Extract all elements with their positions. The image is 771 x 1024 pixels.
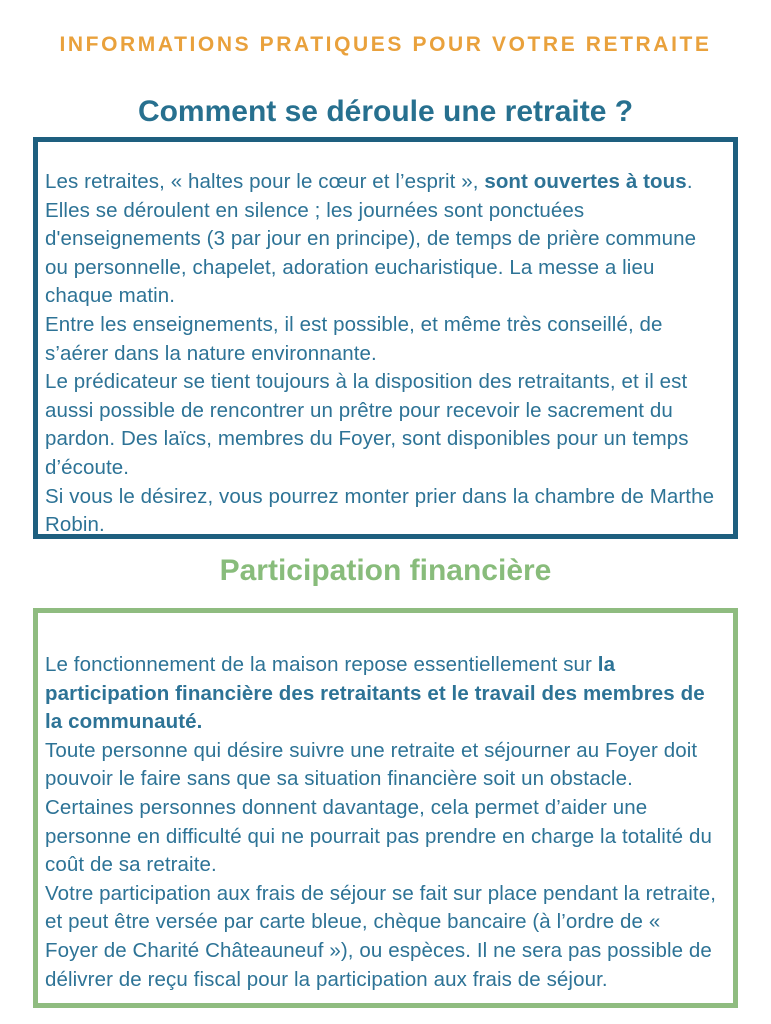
text-run: Certaines personnes donnent davantage, cela permet d’aider une personne en difficulté qui ne pourrait pas prendre en charge la totalité du coût de sa retraite. [45,795,712,877]
paragraph [45,880,717,994]
text-run-bold: sont ouvertes à tous [484,170,687,193]
section-heading-participation: Participation financière [219,554,552,587]
paragraph [45,368,717,482]
paragraph [45,737,717,794]
page-title: INFORMATIONS PRATIQUES POUR VOTRE RETRAITE [59,33,712,56]
paragraph [45,197,717,311]
text-run: Toute personne qui désire suivre une retraite et séjourner au Foyer doit pouvoir le faire sans que sa situation financière soit un obstacle. [45,738,698,791]
paragraph [45,483,717,540]
content-box-participation [33,608,738,1008]
text-run: Les retraites, « haltes pour le cœur et l’esprit », [45,170,485,193]
text-run: Si vous le désirez, vous pourrez monter prier dans la chambre de Marthe Robin. [45,484,715,537]
paragraph [45,794,717,880]
text-run: Le prédicateur se tient toujours à la disposition des retraitants, et il est aussi possible de rencontrer un prêtre pour recevoir le sacrement du pardon. Des laïcs, membres du Foyer, sont disponibles pour un temps d’écoute. [45,370,689,479]
text-run: Entre les enseignements, il est possible, et même très conseillé, de s’aérer dans la nature environnante. [45,312,663,365]
text-run: . [686,170,693,193]
text-run-bold: la participation financière des retraitants et le travail des membres de la communauté. [45,653,705,734]
paragraph [45,168,717,197]
text-run: Elles se déroulent en silence ; les journées sont ponctuées d'enseignements (3 par jour en principe), de temps de prière commune ou personnelle, chapelet, adoration eucharistique. La messe a lieu chaque matin. [45,198,697,308]
paragraph [45,651,717,737]
section-heading-retraite: Comment se déroule une retraite ? [137,95,634,128]
content-box-retraite [33,137,738,539]
text-run: Le fonctionnement de la maison repose essentiellement sur [45,653,598,676]
paragraph [45,311,717,368]
text-run: Votre participation aux frais de séjour se fait sur place pendant la retraite, et peut être versée par carte bleue, chèque bancaire (à l’ordre de « Foyer de Charité Châteauneuf »), ou espèces. Il ne sera pas possible de délivrer de reçu fiscal pour la participation aux frais de séjour. [45,881,717,991]
